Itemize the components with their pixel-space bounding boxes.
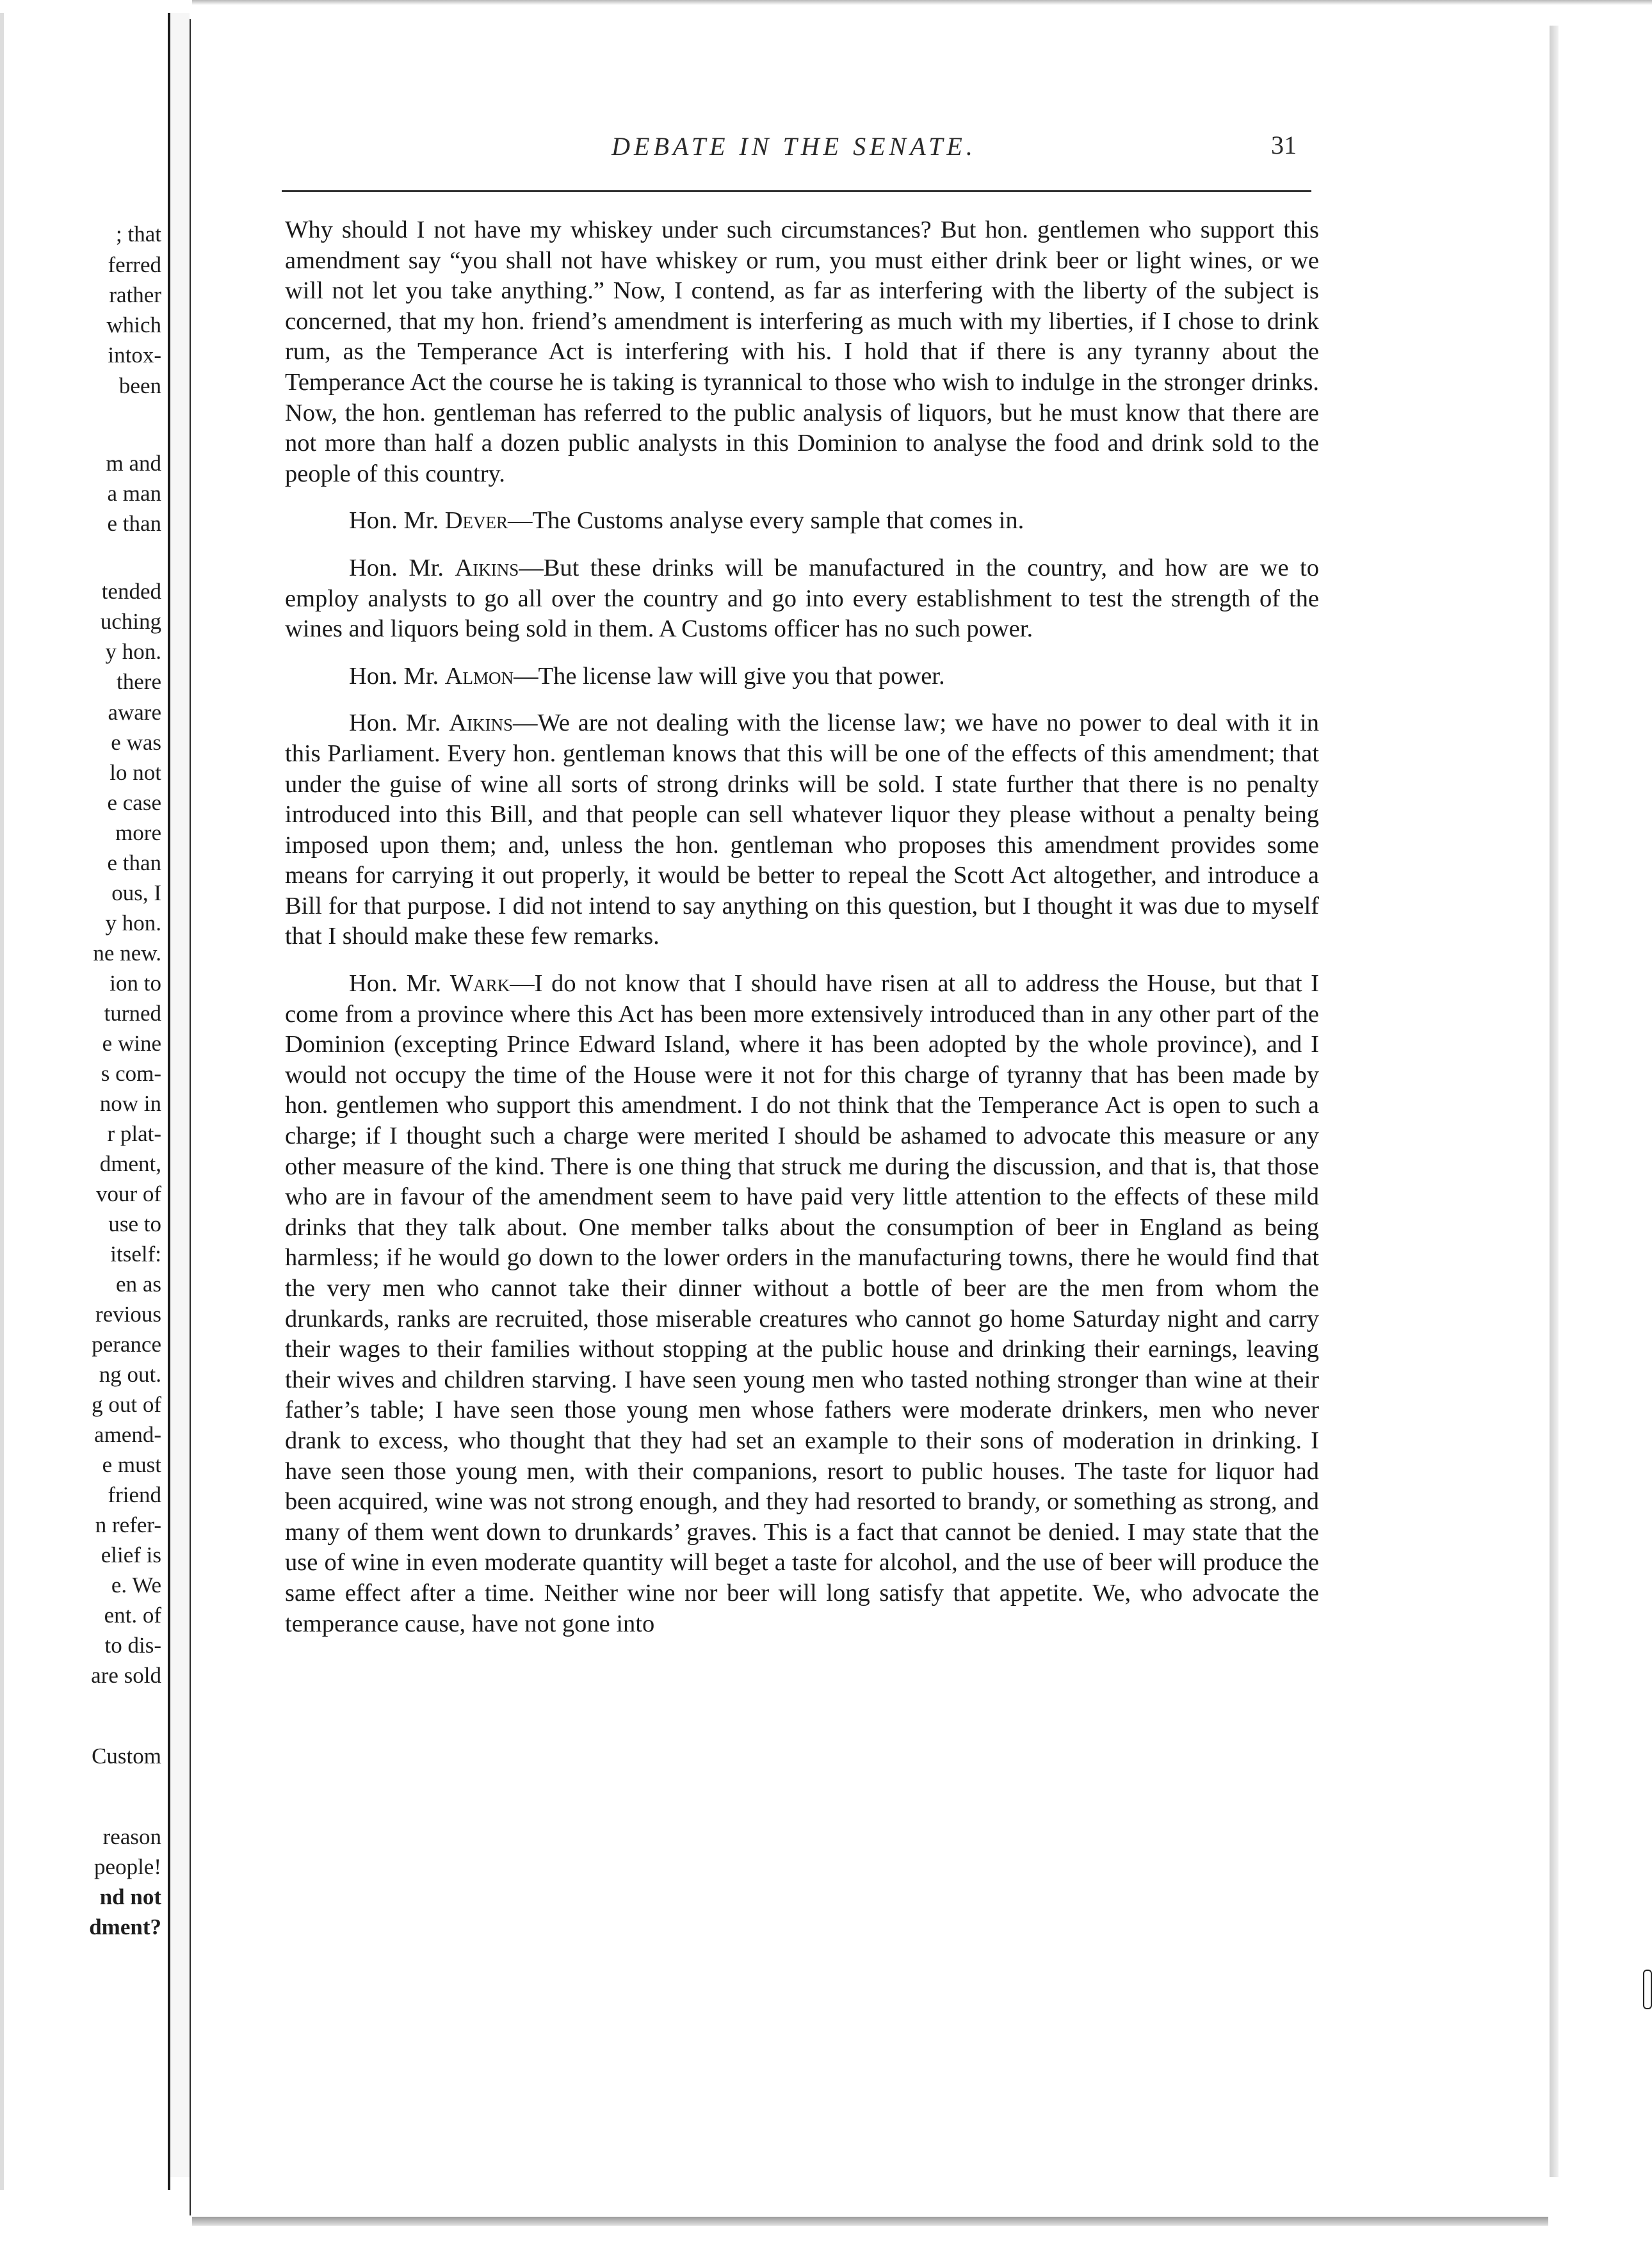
left-page-line: n refer-	[95, 1512, 161, 1537]
paragraph-text: —The license law will give you that power.	[514, 662, 945, 690]
left-page-line: lo not	[109, 760, 161, 785]
left-page-line: e was	[111, 730, 161, 755]
left-page-line: vour of	[95, 1181, 161, 1206]
paragraph-continued	[285, 215, 1319, 489]
left-page-line: e case	[107, 790, 161, 815]
left-page-line: people!	[94, 1854, 161, 1879]
left-page-fragment	[0, 13, 170, 2190]
left-page-line: en as	[116, 1272, 161, 1297]
speech-aikins-1	[285, 553, 1319, 645]
paragraph-text: —I do not know that I should have risen at all to address the House, but that I come from a province where this Act has been more extensively introduced than in any other part of the Dominion (excepting Prince Edward Island, where it has been adopted by the whole province), and I would not occupy the time of the House were it not for this charge of tyranny that has been made by hon. gentlemen who support this amendment. I do not think that the Temperance Act is open to such a charge; if I thought such a charge were merited I should be ashamed to advocate this measure or any other measure of the kind. There is one thing that struck me during the discussion, and that is, that those who are in favour of the amendment seem to have paid very little attention to the effects of these mild drinks that they talk about. One member talks about the consumption of beer in England as being harmless; if he would go down to the lower orders in the manufacturing towns, there he would find that the very men who cannot take their dinner without a bottle of beer are the men from whom the drunkards, ranks are recruited, those miserable creatures who cannot go home Saturday night and carry their wages to their families without stopping at the public house and drinking their earnings, leaving their wives and children starving. I have seen young men who tasted nothing stronger than wine at their father’s table; I have seen those young men whose fathers were moderate drinkers, men who never drank to excess, who thought that they had set an example to their sons of moderation in drinking. I have seen those young men, with their companions, resort to public houses. The taste for liquor had been acquired, wine was not strong enough, and they had resorted to brandy, or something as strong, and many of them went down to drunkards’ graves. This is a fact that cannot be denied. I may state that the use of wine in even moderate quantity will beget a taste for alcohol, and the use of beer will produce the same effect after a time. Neither wine nor beer will long satisfy that appetite. We, who advocate the temperance cause, have not gone into	[285, 970, 1320, 1637]
left-page-line: rather	[109, 282, 161, 307]
left-page-line: g out of	[92, 1392, 161, 1417]
page-top-edge	[192, 0, 1652, 5]
speaker-prefix: Hon. Mr.	[349, 970, 450, 998]
speaker-name: Almon	[444, 662, 514, 690]
left-page-line: aware	[108, 700, 161, 725]
page-bottom-edge	[192, 2217, 1548, 2226]
left-page-line: been	[118, 373, 161, 398]
left-page-line: ferred	[108, 252, 161, 277]
left-page-line: tended	[101, 579, 161, 604]
left-page-line: which	[106, 312, 161, 337]
left-page-line: e than	[107, 850, 161, 875]
left-page-line: elief is	[101, 1542, 161, 1567]
left-page-line: ng out.	[99, 1362, 161, 1387]
left-page-line: ous, I	[111, 880, 161, 905]
running-head: DEBATE IN THE SENATE.	[611, 132, 976, 161]
paragraph-text: —But these drinks will be manufactured in the country, and how are we to employ analysts to go all over the country and go into every establishment to test the strength of the wines and liquors being sold in them. A Customs officer has no such power.	[285, 554, 1319, 643]
left-page-line: amend-	[94, 1422, 161, 1447]
left-page-line: ion to	[109, 971, 161, 996]
left-page-line: uching	[100, 609, 161, 634]
left-page-line: Custom	[92, 1744, 161, 1769]
speech-dever	[285, 506, 1319, 537]
left-page-line: dment,	[99, 1151, 161, 1176]
speech-wark	[285, 969, 1319, 1639]
left-page-line: there	[117, 669, 161, 694]
speaker-prefix: Hon. Mr.	[349, 507, 445, 535]
left-page-line: friend	[108, 1482, 161, 1507]
paragraph-text: —The Customs analyse every sample that comes in.	[508, 507, 1024, 535]
speech-aikins-2	[285, 708, 1319, 952]
left-page-line: to dis-	[104, 1633, 161, 1658]
left-page-line: e wine	[102, 1031, 161, 1056]
left-page-line: e. We	[111, 1573, 161, 1598]
left-page-line: perance	[92, 1332, 161, 1357]
paragraph-text: Why should I not have my whiskey under such circumstances? But hon. gentlemen who support this amendment say “you shall not have whiskey or rum, you must either drink beer or light wines, or we will not let you take anything.” Now, I contend, as far as interfering with the liberty of the subject is concerned, that my hon. friend’s amendment is interfering as much with my liberties, if I chose to drink rum, as the Temperance Act is interfering with his. I hold that if there is any tyranny about the Temperance Act the course he is taking is tyrannical to those who wish to indulge in the stronger drinks. Now, the hon. gentleman has referred to the public analysis of liquors, but he must know that there are not more than half a dozen public analysts in this Dominion to analyse the food and drink sold to the people of this country.	[285, 216, 1319, 487]
left-page-line: nd not	[99, 1884, 161, 1909]
left-page-line: reason	[102, 1824, 161, 1849]
left-page-line: m and	[106, 451, 161, 476]
left-page-line: a man	[107, 481, 161, 506]
scan-edge-mark	[1643, 1970, 1652, 2009]
left-page-line: y hon.	[105, 911, 161, 935]
left-page-line: s com-	[101, 1061, 161, 1086]
speech-almon	[285, 661, 1319, 692]
left-page-line: turned	[104, 1001, 161, 1026]
speaker-prefix: Hon. Mr.	[349, 709, 449, 737]
left-page-line: now in	[99, 1091, 161, 1116]
left-page-line: more	[115, 820, 161, 845]
left-page-line: are sold	[91, 1663, 161, 1688]
left-page-edge	[0, 13, 4, 2190]
header-rule	[282, 190, 1311, 192]
speaker-name: Aikins	[455, 554, 519, 581]
speaker-name: Wark	[449, 970, 510, 998]
left-page-line: ; that	[116, 222, 161, 247]
left-page-line: intox-	[108, 343, 161, 368]
left-page-line: e must	[102, 1452, 161, 1477]
left-page-line: revious	[95, 1302, 161, 1327]
paragraph-text: —We are not dealing with the license law; we have no power to deal with it in this Parliament. Every hon. gentleman knows that this will be one of the effects of this amendment; that under the guise of wine all sorts of strong drinks will be sold. I state further that there is no penalty introduced into this Bill, and that people can sell whatever liquor they please without a penalty being imposed upon them; and, unless the hon. gentleman who proposes this amendment provides some means for carrying it out properly, it would be better to repeal the Scott Act altogether, and introduce a Bill for that purpose. I did not intend to say anything on this question, but I thought it was due to myself that I should make these few remarks.	[285, 709, 1319, 950]
speaker-prefix: Hon. Mr.	[349, 554, 455, 581]
speaker-name: Aikins	[449, 709, 514, 737]
left-page-line: ne new.	[93, 941, 161, 966]
left-page-line: itself:	[110, 1242, 161, 1267]
right-page-edge	[1550, 26, 1559, 2177]
book-gutter	[170, 13, 190, 2177]
page-number: 31	[1271, 131, 1297, 159]
left-page-line: dment?	[89, 1915, 161, 1939]
left-page-line: y hon.	[105, 639, 161, 664]
speaker-prefix: Hon. Mr.	[349, 662, 445, 690]
left-page-line: e than	[107, 511, 161, 536]
left-page-line: r plat-	[107, 1121, 161, 1146]
page-body	[285, 215, 1319, 1639]
left-page-line: use to	[108, 1211, 161, 1236]
left-page-line: ent. of	[104, 1603, 161, 1628]
speaker-name: Dever	[444, 507, 508, 535]
